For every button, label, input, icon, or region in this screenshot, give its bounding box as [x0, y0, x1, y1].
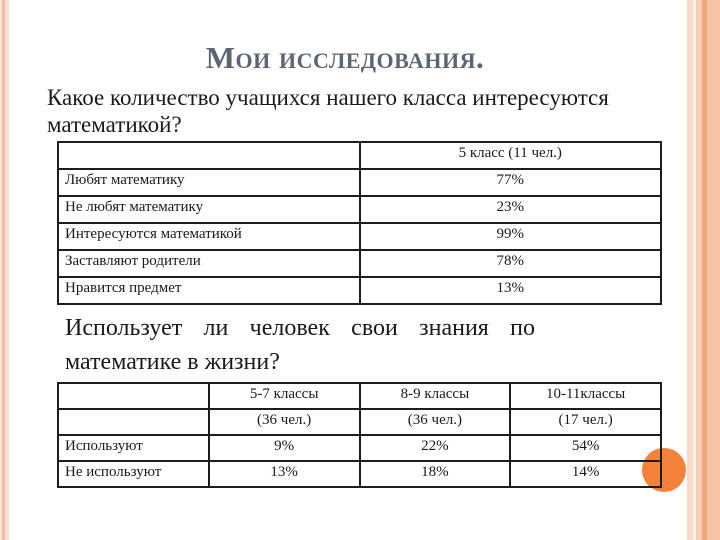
- question-2-line: Использует ли человек свои знания по: [65, 315, 535, 341]
- table-row: [58, 383, 661, 409]
- value-cell: 77%: [360, 169, 662, 196]
- question-2: [65, 311, 535, 379]
- value-cell: 13%: [360, 277, 662, 304]
- value-cell: 18%: [360, 461, 511, 487]
- row-label-cell: Интересуются математикой: [58, 223, 360, 250]
- left-border-stripe: [0, 0, 9, 540]
- table-header-cell: (36 чел.): [360, 409, 511, 435]
- table-header-cell: 8-9 классы: [360, 383, 511, 409]
- table-row: [58, 250, 661, 277]
- table-row: [58, 435, 661, 461]
- value-cell: 54%: [510, 435, 661, 461]
- question-1-line: математикой?: [47, 112, 182, 137]
- table-row: [58, 223, 661, 250]
- row-label-cell: Любят математику: [58, 169, 360, 196]
- value-cell: 13%: [209, 461, 360, 487]
- table-header-cell: [58, 383, 209, 409]
- row-label-cell: Заставляют родители: [58, 250, 360, 277]
- table-header-cell: 5 класс (11 чел.): [360, 142, 662, 169]
- row-label-cell: Используют: [58, 435, 209, 461]
- question-2-line: математике в жизни?: [65, 349, 280, 375]
- usage-by-grade-table: [57, 382, 662, 488]
- row-label-cell: Не используют: [58, 461, 209, 487]
- table-row: [58, 142, 661, 169]
- question-1: [47, 84, 687, 138]
- slide-title: Мои исследования.: [205, 40, 485, 75]
- table-header-cell: 10-11классы: [510, 383, 661, 409]
- table-header-cell: 5-7 классы: [209, 383, 360, 409]
- table-row: [58, 169, 661, 196]
- table-header-cell: [58, 142, 360, 169]
- table-header-cell: (36 чел.): [209, 409, 360, 435]
- class5-interest-table: [57, 141, 662, 305]
- table-row: [58, 461, 661, 487]
- value-cell: 78%: [360, 250, 662, 277]
- value-cell: 23%: [360, 196, 662, 223]
- table-row: [58, 277, 661, 304]
- table-header-cell: (17 чел.): [510, 409, 661, 435]
- row-label-cell: Не любят математику: [58, 196, 360, 223]
- row-label-cell: Нравится предмет: [58, 277, 360, 304]
- right-border-stripe: [687, 0, 720, 540]
- value-cell: 9%: [209, 435, 360, 461]
- value-cell: 22%: [360, 435, 511, 461]
- value-cell: 99%: [360, 223, 662, 250]
- question-1-line: Какое количество учащихся нашего класса интересуются: [47, 85, 609, 110]
- table-row: [58, 409, 661, 435]
- table-header-cell: [58, 409, 209, 435]
- table-row: [58, 196, 661, 223]
- value-cell: 14%: [510, 461, 661, 487]
